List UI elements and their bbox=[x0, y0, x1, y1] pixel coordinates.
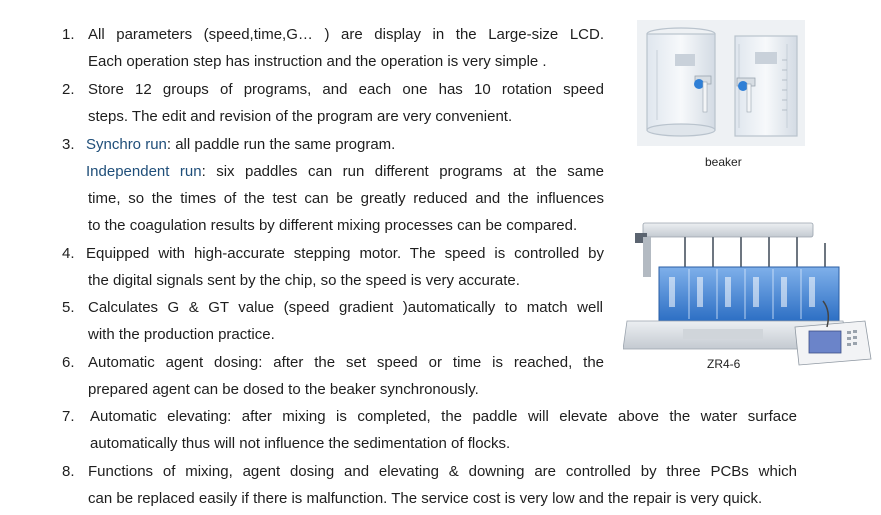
feature-line: the digital signals sent by the chip, so the speed is very accurate. bbox=[88, 272, 520, 289]
feature-line: Automatic elevating: after mixing is completed, the paddle will elevate above the water surface bbox=[90, 408, 797, 425]
beaker-illustration bbox=[637, 20, 805, 146]
feature-line: Each operation step has instruction and the operation is very simple . bbox=[88, 53, 547, 70]
independent-run-label: Independent run bbox=[86, 163, 202, 180]
item-number: 1. bbox=[62, 26, 75, 43]
feature-line: with the production practice. bbox=[88, 326, 275, 343]
item-number: 5. bbox=[62, 299, 75, 316]
item-number: 7. bbox=[62, 408, 75, 425]
feature-line: Calculates G & GT value (speed gradient )automatically to match well bbox=[88, 299, 603, 316]
feature-line: All parameters (speed,time,G… ) are display in the Large-size LCD. bbox=[88, 26, 604, 43]
item-number: 6. bbox=[62, 354, 75, 371]
mixer-device-illustration bbox=[623, 219, 873, 371]
feature-line: to the coagulation results by different mixing processes can be compared. bbox=[88, 217, 578, 234]
feature-line: prepared agent can be dosed to the beaker synchronously. bbox=[88, 381, 479, 398]
synchro-run-text: : all paddle run the same program. bbox=[166, 136, 396, 153]
item-number: 2. bbox=[62, 81, 75, 98]
item-number: 3. bbox=[62, 136, 75, 153]
feature-line: Equipped with high-accurate stepping motor. The speed is controlled by bbox=[86, 245, 604, 262]
mixer-device-photo bbox=[623, 219, 873, 371]
feature-line: Automatic agent dosing: after the set speed or time is reached, the bbox=[88, 354, 604, 371]
item-number: 8. bbox=[62, 463, 75, 480]
device-caption: ZR4-6 bbox=[707, 357, 741, 371]
independent-run-text: : six paddles can run different programs at the same bbox=[201, 163, 604, 180]
feature-line: can be replaced easily if there is malfunction. The service cost is very low and the repair is very quick. bbox=[88, 490, 763, 507]
feature-line: time, so the times of the test can be greatly reduced and the influences bbox=[88, 190, 604, 207]
independent-run-line bbox=[86, 163, 604, 181]
item-number: 4. bbox=[62, 245, 75, 262]
feature-line: Functions of mixing, agent dosing and elevating & downing are controlled by three PCBs which bbox=[88, 463, 797, 480]
beaker-photo bbox=[637, 20, 805, 146]
feature-line: Store 12 groups of programs, and each one has 10 rotation speed bbox=[88, 81, 604, 98]
feature-line: automatically thus will not influence the sedimentation of flocks. bbox=[90, 435, 511, 452]
beaker-caption: beaker bbox=[705, 155, 742, 169]
feature-line: steps. The edit and revision of the program are very convenient. bbox=[88, 108, 513, 125]
synchro-run-line bbox=[86, 136, 395, 154]
synchro-run-label: Synchro run bbox=[86, 136, 167, 153]
